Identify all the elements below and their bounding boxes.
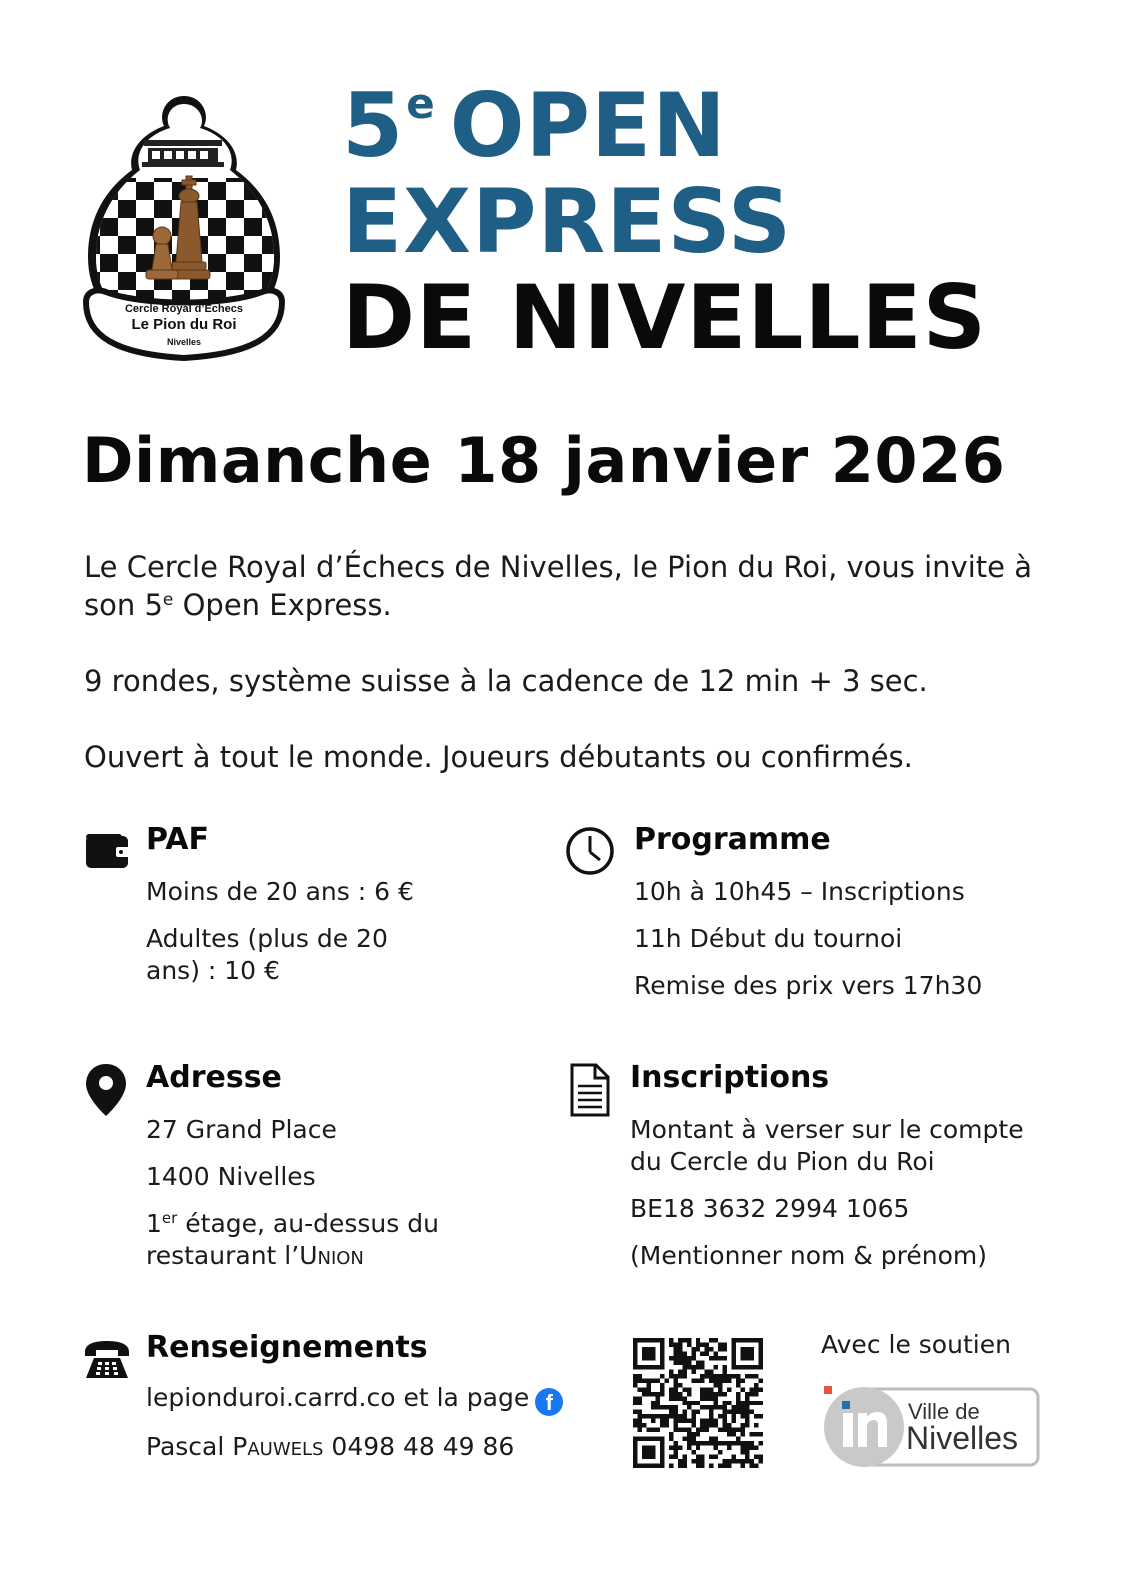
logo-line1: Cercle Royal d’Échecs [124, 303, 244, 315]
paf-body [146, 876, 446, 1002]
intro-paragraph-2: 9 rondes, système suisse à la cadence de 12 min + 3 sec. [84, 664, 928, 698]
intro-p1-sup: e [162, 590, 174, 610]
support-label: Avec le soutien [821, 1330, 1011, 1359]
intro-paragraph-1 [84, 548, 1044, 624]
section-inscriptions [568, 1060, 1068, 1290]
renseignements-website [146, 1382, 596, 1416]
adresse-heading: Adresse [146, 1060, 282, 1095]
page-title [342, 74, 988, 369]
document-icon [568, 1062, 612, 1118]
paf-line2: Adultes (plus de 20 ans) : 10 € [146, 924, 388, 985]
adresse-body [146, 1114, 466, 1287]
adresse-line3 [146, 1208, 466, 1272]
section-paf [84, 822, 504, 1002]
ville-logo-line2: Nivelles [906, 1420, 1019, 1456]
intro-p1-text: Le Cercle Royal d’Échecs de Nivelles, le Pion du Roi, vous invite à son 5 [84, 550, 1032, 622]
intro-p1-text-end: Open Express. [173, 588, 392, 622]
contact-lastname: Pauwels [232, 1432, 324, 1461]
title-open: OPEN [449, 74, 727, 177]
adresse-line1: 27 Grand Place [146, 1115, 337, 1144]
adresse-floor-number: 1 [146, 1209, 162, 1238]
contact-firstname: Pascal [146, 1432, 233, 1461]
qr-code[interactable] [633, 1338, 763, 1468]
telephone-icon [82, 1338, 132, 1382]
intro-paragraph-3: Ouvert à tout le monde. Joueurs débutants ou confirmés. [84, 740, 913, 774]
programme-line3: Remise des prix vers 17h30 [634, 971, 983, 1000]
title-line2: EXPRESS [342, 170, 793, 273]
programme-line1: 10h à 10h45 – Inscriptions [634, 877, 965, 906]
title-superscript: e [406, 79, 436, 128]
logo-line3: Nivelles [166, 337, 202, 347]
renseignements-contact [146, 1431, 596, 1463]
renseignements-body [146, 1382, 596, 1478]
adresse-line2: 1400 Nivelles [146, 1162, 316, 1191]
website-text[interactable]: lepionduroi.carrd.co et la page [146, 1383, 530, 1412]
facebook-icon[interactable]: f [535, 1388, 563, 1416]
programme-body [634, 876, 1054, 1017]
title-number: 5 [342, 74, 405, 177]
ville-logo-line1: Ville de [908, 1399, 980, 1424]
location-pin-icon [84, 1062, 128, 1118]
inscriptions-body [630, 1114, 1060, 1287]
inscriptions-line3: (Mentionner nom & prénom) [630, 1241, 987, 1270]
section-programme [565, 822, 1065, 1022]
logo-line2: Le Pion du Roi [131, 316, 237, 333]
paf-line1: Moins de 20 ans : 6 € [146, 877, 414, 906]
renseignements-heading: Renseignements [146, 1330, 428, 1365]
clock-icon [565, 826, 615, 876]
paf-heading: PAF [146, 822, 209, 857]
section-adresse [84, 1060, 504, 1290]
ville-de-nivelles-logo [820, 1385, 1042, 1469]
intro-text [84, 548, 1044, 814]
adresse-line3-text: étage, au-dessus du restaurant l’ [146, 1209, 439, 1270]
adresse-restaurant-name: Union [299, 1241, 364, 1270]
section-renseignements [82, 1330, 602, 1470]
programme-line2: 11h Début du tournoi [634, 924, 903, 953]
programme-heading: Programme [634, 822, 831, 857]
adresse-floor-sup: er [161, 1209, 178, 1227]
title-line3: DE NIVELLES [342, 266, 988, 369]
club-logo [82, 92, 287, 364]
title-line1 [342, 74, 987, 177]
inscriptions-line1: Montant à verser sur le compte du Cercle du Pion du Roi [630, 1115, 1024, 1176]
inscriptions-iban: BE18 3632 2994 1065 [630, 1194, 910, 1223]
wallet-icon [84, 830, 132, 872]
inscriptions-heading: Inscriptions [630, 1060, 830, 1095]
event-date: Dimanche 18 janvier 2026 [82, 424, 1006, 497]
contact-phone: 0498 48 49 86 [323, 1432, 515, 1461]
